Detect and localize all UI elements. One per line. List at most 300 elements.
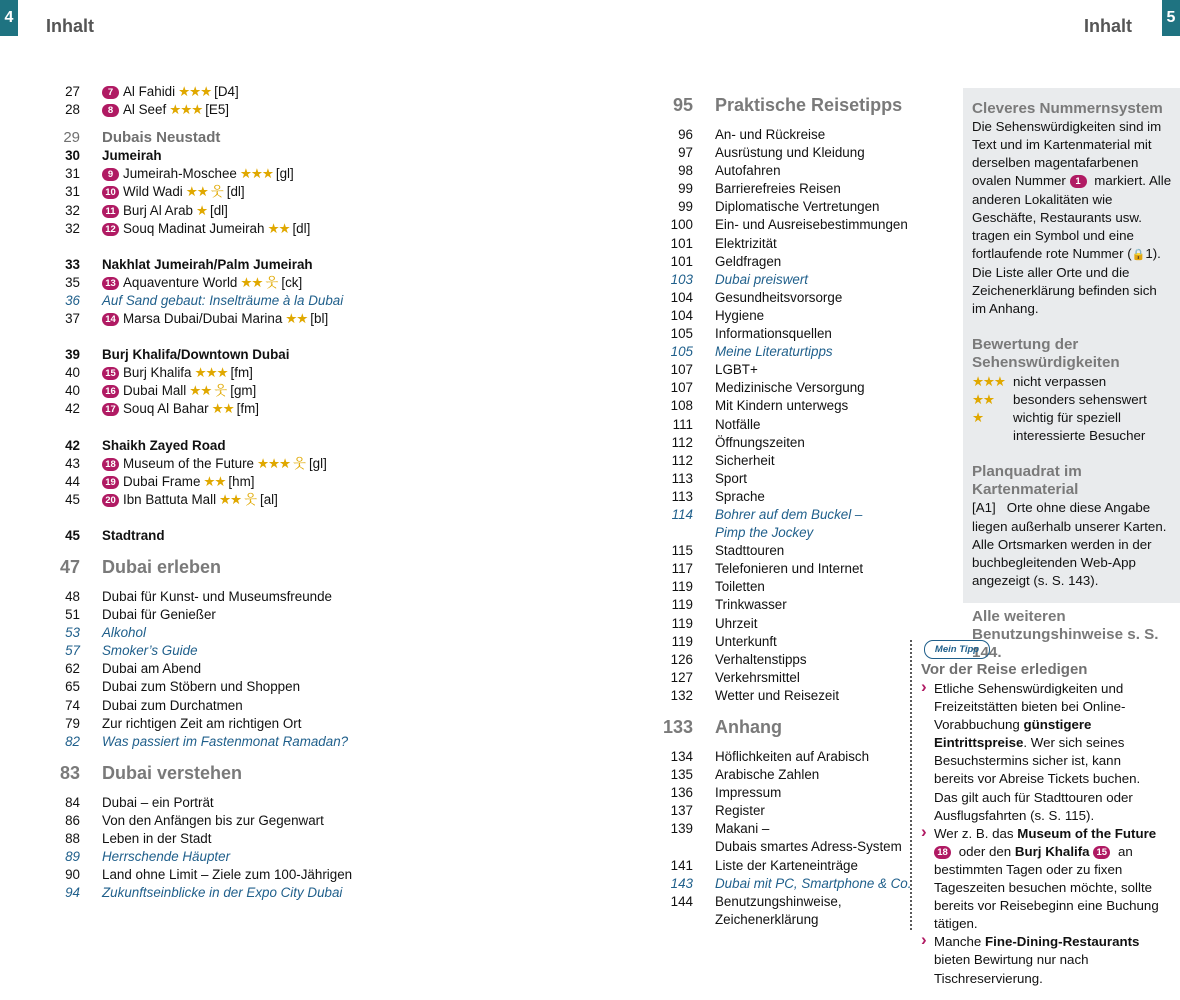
toc-entry bbox=[40, 812, 560, 830]
page-number: 134 bbox=[670, 749, 693, 764]
map-grid-ref: [dl] bbox=[226, 184, 245, 200]
page-number: 86 bbox=[65, 812, 80, 828]
toc-entry bbox=[40, 101, 560, 119]
entry-title: Stadttouren bbox=[715, 543, 785, 559]
entry-title: Dubai am Abend bbox=[102, 661, 202, 677]
toc-entry bbox=[653, 542, 953, 560]
entry-title: Von den Anfängen bis zur Gegenwart bbox=[102, 812, 324, 828]
page-number: 98 bbox=[678, 163, 693, 179]
entry-title: Ibn Battuta Mall bbox=[123, 491, 217, 507]
entry-title: Dubais smartes Adress-System bbox=[715, 839, 902, 855]
page-number: 101 bbox=[670, 235, 693, 251]
toc-entry bbox=[40, 400, 560, 418]
page-number: 45 bbox=[65, 491, 80, 507]
toc-entry bbox=[653, 307, 953, 325]
entry-title: Dubai preiswert bbox=[715, 271, 809, 287]
toc-entry bbox=[40, 830, 560, 848]
page-number: 133 bbox=[662, 717, 693, 737]
number-badge: 15 bbox=[1093, 846, 1110, 859]
toc-entry bbox=[40, 274, 560, 292]
entry-title: Souq Madinat Jumeirah bbox=[123, 220, 265, 236]
star-rating-icon: ★★ bbox=[219, 491, 242, 507]
toc-entry bbox=[653, 633, 953, 651]
number-badge: 12 bbox=[102, 223, 119, 236]
toc-entry bbox=[40, 256, 560, 274]
entry-title: Jumeirah-Moschee bbox=[123, 166, 237, 182]
star-rating-icon: ★★★ bbox=[972, 373, 1005, 389]
entry-title: Souq Al Bahar bbox=[123, 401, 209, 417]
page-number: 132 bbox=[670, 687, 693, 703]
entry-title: Museum of the Future bbox=[123, 455, 254, 471]
toc-entry bbox=[40, 202, 560, 220]
page-number: 119 bbox=[671, 597, 693, 613]
toc-entry bbox=[40, 310, 560, 328]
page-number: 94 bbox=[65, 885, 80, 901]
page-number: 100 bbox=[670, 217, 693, 233]
page-number-right: 5 bbox=[1162, 0, 1180, 36]
toc-entry bbox=[653, 875, 953, 893]
map-grid-ref: [gl] bbox=[275, 166, 294, 182]
toc-entry bbox=[40, 183, 560, 201]
entry-title: Medizinische Versorgung bbox=[715, 380, 865, 396]
page-number: 115 bbox=[671, 543, 693, 559]
page-number: 42 bbox=[65, 437, 80, 453]
page-number: 139 bbox=[670, 821, 693, 837]
entry-title: Dubai Mall bbox=[123, 383, 187, 399]
star-rating-icon: ★★ bbox=[972, 391, 994, 407]
toc-entry bbox=[653, 271, 953, 289]
entry-title: Burj Khalifa/Downtown Dubai bbox=[102, 347, 290, 363]
toc-entry bbox=[40, 733, 560, 751]
entry-title: Makani – bbox=[715, 821, 770, 837]
page-number: 127 bbox=[670, 669, 693, 685]
spacer bbox=[40, 328, 560, 346]
page-number: 39 bbox=[65, 347, 80, 363]
page-number: 40 bbox=[65, 383, 80, 399]
tip-item: › Wer z. B. das Museum of the Future 18 oder den Burj Khalifa 15 an bestimmten Tagen oder zu fixen Tageszeiten besuchen möchte, sollte bereits vor Reisebeginn eine Buchung tätigen. bbox=[921, 825, 1161, 934]
number-badge: 15 bbox=[102, 367, 119, 380]
star-rating-icon: ★★ bbox=[240, 274, 263, 290]
toc-section-heading bbox=[653, 94, 953, 116]
number-badge: 17 bbox=[102, 403, 119, 416]
page-number: 105 bbox=[670, 344, 693, 360]
toc-entry bbox=[40, 147, 560, 165]
entry-title: Unterkunft bbox=[715, 633, 777, 649]
entry-title: Sprache bbox=[715, 488, 765, 504]
toc-entry bbox=[40, 624, 560, 642]
page-number: 101 bbox=[670, 253, 693, 269]
child-friendly-icon: 웃 bbox=[293, 455, 306, 471]
toc-column-left bbox=[40, 83, 560, 902]
page-number: 45 bbox=[65, 527, 80, 543]
page-number: 89 bbox=[65, 849, 80, 865]
toc-column-middle bbox=[653, 83, 953, 929]
entry-title: Dubai Frame bbox=[123, 473, 201, 489]
entry-title: Autofahren bbox=[715, 163, 781, 179]
entry-title: Impressum bbox=[715, 785, 782, 801]
number-badge: 18 bbox=[102, 458, 119, 471]
page-number: 62 bbox=[65, 661, 80, 677]
page-number: 136 bbox=[670, 785, 693, 801]
entry-title: Burj Al Arab bbox=[123, 202, 193, 218]
toc-entry bbox=[40, 697, 560, 715]
entry-title: Wetter und Reisezeit bbox=[715, 687, 840, 703]
page-number: 108 bbox=[670, 398, 693, 414]
toc-entry bbox=[653, 470, 953, 488]
rating-row bbox=[972, 409, 1172, 445]
entry-title: Smoker’s Guide bbox=[102, 643, 198, 659]
entry-title: Liste der Karteneinträge bbox=[715, 857, 858, 873]
toc-entry bbox=[40, 382, 560, 400]
page-number: 32 bbox=[65, 202, 80, 218]
toc-entry bbox=[40, 364, 560, 382]
map-grid-ref: [gl] bbox=[308, 455, 327, 471]
toc-entry bbox=[653, 488, 953, 506]
page-number: 88 bbox=[65, 831, 80, 846]
toc-entry bbox=[653, 911, 953, 929]
toc-entry bbox=[40, 606, 560, 624]
toc-entry bbox=[653, 560, 953, 578]
page-number: 42 bbox=[65, 401, 80, 417]
entry-title: Dubai zum Stöbern und Shoppen bbox=[102, 679, 301, 695]
toc-entry bbox=[653, 216, 953, 234]
star-rating-icon: ★★★ bbox=[239, 166, 273, 182]
page-number: 126 bbox=[670, 651, 693, 667]
page-number: 105 bbox=[670, 326, 693, 342]
toc-entry bbox=[653, 578, 953, 596]
number-badge: 13 bbox=[102, 277, 119, 290]
page-number: 90 bbox=[65, 867, 80, 883]
page-number: 97 bbox=[678, 145, 693, 161]
entry-title: Land ohne Limit – Ziele zum 100-Jährigen bbox=[102, 867, 353, 883]
toc-entry bbox=[653, 596, 953, 614]
entry-title: Shaikh Zayed Road bbox=[102, 437, 226, 453]
tip-box bbox=[910, 640, 1159, 986]
rating-label: besonders sehenswert bbox=[1013, 391, 1147, 407]
entry-title: Dubai erleben bbox=[102, 556, 222, 577]
toc-entry bbox=[653, 379, 953, 397]
entry-title: An- und Rückreise bbox=[715, 127, 826, 142]
page-number: 35 bbox=[65, 274, 80, 290]
map-grid-ref: [fm] bbox=[236, 401, 259, 417]
number-badge: 10 bbox=[102, 186, 119, 199]
page-number: 104 bbox=[670, 307, 693, 323]
entry-title: Alkohol bbox=[102, 625, 146, 641]
toc-entry bbox=[653, 802, 953, 820]
entry-title: Wild Wadi bbox=[123, 184, 183, 200]
number-badge: 7 bbox=[102, 86, 119, 99]
toc-entry bbox=[653, 766, 953, 784]
map-grid-ref: [ck] bbox=[281, 274, 303, 290]
star-rating-icon: ★★ bbox=[211, 401, 234, 417]
page-number: 112 bbox=[671, 434, 693, 450]
rating-label: nicht verpassen bbox=[1013, 373, 1107, 389]
page-number: 104 bbox=[670, 289, 693, 305]
map-grid-ref: [dl] bbox=[209, 202, 228, 218]
toc-entry bbox=[40, 794, 560, 812]
legend-more-hints: Alle weiteren Benutzungshinweise s. S. 144. bbox=[972, 607, 1159, 662]
child-friendly-icon: 웃 bbox=[244, 491, 257, 507]
entry-title: Gesundheitsvorsorge bbox=[715, 289, 843, 305]
entry-title: Verhaltenstipps bbox=[715, 651, 807, 667]
toc-entry bbox=[653, 452, 953, 470]
toc-entry bbox=[653, 289, 953, 307]
toc-entry bbox=[653, 434, 953, 452]
toc-entry bbox=[653, 687, 953, 705]
page-number: 33 bbox=[65, 256, 80, 272]
page-number: 119 bbox=[671, 633, 693, 649]
page-number: 31 bbox=[65, 184, 80, 200]
toc-entry bbox=[653, 180, 953, 198]
number-badge: 9 bbox=[102, 168, 119, 181]
page-number: 107 bbox=[670, 380, 693, 396]
entry-title: Bohrer auf dem Buckel – bbox=[715, 506, 863, 522]
page-number bbox=[653, 911, 715, 929]
legend-text-numbering: Die Sehenswürdigkeiten sind im Text und im Kartenmaterial mit derselben magentafarbenen ovalen Nummer 1 markiert. Alle anderen Lokalitäten wie Geschäfte, Restaurants usw. tragen ein Symbol und eine fortlaufende rote Nummer (🔒1). Die Liste aller Orte und die Zeichenerklärung befinden sich im Anhang. bbox=[972, 119, 1172, 317]
toc-entry bbox=[40, 866, 560, 884]
page-number: 103 bbox=[670, 271, 693, 287]
number-badge: 19 bbox=[102, 476, 119, 489]
page-number: 40 bbox=[65, 365, 80, 381]
entry-title: Hygiene bbox=[715, 307, 765, 323]
toc-entry bbox=[40, 83, 560, 101]
toc-entry bbox=[40, 660, 560, 678]
star-rating-icon: ★★ bbox=[203, 473, 226, 489]
toc-entry bbox=[40, 848, 560, 866]
map-grid-ref: [bl] bbox=[310, 311, 329, 327]
toc-entry bbox=[653, 235, 953, 253]
entry-title: Dubai mit PC, Smartphone & Co. bbox=[715, 875, 912, 891]
number-badge: 11 bbox=[102, 205, 119, 218]
number-badge: 1 bbox=[1070, 175, 1087, 188]
toc-entry bbox=[653, 144, 953, 162]
map-grid-ref: [dl] bbox=[292, 220, 311, 236]
star-rating-icon: ★★ bbox=[185, 184, 208, 200]
page-number: 114 bbox=[671, 506, 693, 522]
entry-title: Was passiert im Fastenmonat Ramadan? bbox=[102, 733, 349, 749]
page-number: 84 bbox=[65, 794, 80, 810]
toc-entry bbox=[40, 473, 560, 491]
toc-entry bbox=[653, 838, 953, 856]
toc-entry bbox=[40, 292, 560, 310]
toc-entry bbox=[653, 162, 953, 180]
entry-title: Arabische Zahlen bbox=[715, 767, 820, 783]
legend-text-grid: [A1] Orte ohne diese Angabe liegen außerhalb unserer Karten. Alle Ortsmarken werden in der buchbegleitenden Web-App angezeigt (s. S. 143). bbox=[972, 500, 1167, 588]
entry-title: Elektrizität bbox=[715, 235, 777, 251]
star-rating-icon: ★★ bbox=[285, 311, 308, 327]
star-rating-icon: ★★★ bbox=[178, 84, 212, 99]
legend-heading-grid: Planquadrat im Kartenmaterial bbox=[972, 463, 1082, 499]
entry-title: Sicherheit bbox=[715, 452, 775, 468]
entry-title: Mit Kindern unterwegs bbox=[715, 398, 849, 414]
entry-title: Zukunftseinblicke in der Expo City Dubai bbox=[102, 885, 343, 901]
entry-title: Diplomatische Vertretungen bbox=[715, 199, 880, 215]
child-friendly-icon: 웃 bbox=[265, 274, 279, 290]
mein-tipp-logo: Mein Tipp bbox=[924, 640, 990, 659]
page-number: 36 bbox=[65, 292, 80, 308]
entry-title: Marsa Dubai/Dubai Marina bbox=[123, 311, 283, 327]
toc-entry bbox=[40, 527, 560, 545]
star-rating-icon: ★★★ bbox=[194, 365, 228, 381]
toc-entry bbox=[40, 884, 560, 902]
legend-box bbox=[963, 88, 1180, 662]
page-number: 107 bbox=[670, 362, 693, 378]
toc-entry bbox=[653, 748, 953, 766]
toc-entry bbox=[40, 715, 560, 733]
page-number: 28 bbox=[65, 102, 80, 118]
toc-entry bbox=[653, 651, 953, 669]
entry-title: Barrierefreies Reisen bbox=[715, 181, 841, 197]
entry-title: Notfälle bbox=[715, 416, 761, 432]
page-number: 99 bbox=[678, 181, 693, 197]
toc-entry bbox=[653, 343, 953, 361]
page-header-left: Inhalt bbox=[46, 16, 94, 36]
child-friendly-icon: 웃 bbox=[210, 184, 224, 200]
page-number: 99 bbox=[678, 199, 693, 215]
star-rating-icon: ★ bbox=[972, 409, 983, 425]
page-number: 57 bbox=[65, 643, 80, 659]
entry-title: Öffnungszeiten bbox=[715, 434, 805, 450]
page-number: 65 bbox=[65, 679, 80, 695]
rating-row bbox=[972, 373, 1172, 391]
page-number: 32 bbox=[65, 220, 80, 236]
entry-title: Nakhlat Jumeirah/Palm Jumeirah bbox=[102, 256, 313, 272]
entry-title: Toiletten bbox=[715, 579, 765, 595]
toc-entry bbox=[653, 615, 953, 633]
toc-entry bbox=[653, 524, 953, 542]
entry-title: Dubai für Kunst- und Museumsfreunde bbox=[102, 588, 332, 604]
page-number: 29 bbox=[63, 129, 80, 147]
entry-title: Dubai – ein Porträt bbox=[102, 794, 214, 810]
page-number: 79 bbox=[65, 715, 80, 731]
page-number: 137 bbox=[670, 803, 693, 819]
toc-entry bbox=[653, 506, 953, 524]
entry-title: Verkehrsmittel bbox=[715, 669, 800, 685]
toc-entry bbox=[653, 893, 953, 911]
tip-item: › Etliche Sehenswürdigkeiten und Freizeitstätten bieten bei Online-Vorabbuchung günstigere Eintrittspreise. Wer sich seines Besuchstermins sicher ist, kann bereits vor Abreise Tickets buchen. Das gilt auch für Stadttouren oder Ausflugsfahrten (s. S. 115). bbox=[921, 680, 1161, 825]
spacer bbox=[40, 419, 560, 437]
toc-entry bbox=[653, 126, 953, 144]
toc-entry bbox=[40, 346, 560, 364]
page-number: 37 bbox=[65, 311, 80, 327]
page-number: 82 bbox=[65, 733, 80, 749]
page-number: 51 bbox=[65, 607, 80, 623]
entry-title: Herrschende Häupter bbox=[102, 849, 231, 865]
rating-label: wichtig für speziell interessierte Besucher bbox=[1013, 409, 1146, 443]
star-rating-icon: ★★★ bbox=[169, 102, 203, 118]
entry-title: Höflichkeiten auf Arabisch bbox=[715, 749, 870, 764]
entry-title: Burj Khalifa bbox=[123, 365, 192, 381]
entry-title: Benutzungshinweise, bbox=[715, 893, 842, 909]
page-number: 31 bbox=[65, 166, 80, 182]
page-number bbox=[653, 838, 715, 856]
entry-title: Register bbox=[715, 803, 765, 819]
entry-title: Meine Literaturtipps bbox=[715, 344, 833, 360]
page-number: 119 bbox=[671, 579, 693, 595]
map-grid-ref: [al] bbox=[260, 491, 278, 507]
star-rating-icon: ★★ bbox=[267, 220, 290, 236]
page-number: 47 bbox=[59, 556, 80, 577]
page-number-left: 4 bbox=[0, 0, 18, 36]
spacer bbox=[40, 238, 560, 256]
page-number: 83 bbox=[59, 762, 80, 783]
toc-entry bbox=[653, 669, 953, 687]
entry-title: Geldfragen bbox=[715, 253, 782, 269]
toc-entry bbox=[653, 361, 953, 379]
toc-entry bbox=[40, 220, 560, 238]
page-number: 119 bbox=[671, 615, 693, 631]
entry-title: Leben in der Stadt bbox=[102, 831, 212, 846]
entry-title: Ein- und Ausreisebestimmungen bbox=[715, 217, 908, 233]
number-badge: 18 bbox=[934, 846, 951, 859]
toc-entry bbox=[40, 678, 560, 696]
page-number: 113 bbox=[671, 470, 693, 486]
entry-title: Dubais Neustadt bbox=[102, 129, 221, 147]
page-number: 95 bbox=[672, 95, 693, 115]
star-rating-icon: ★★★ bbox=[257, 455, 291, 471]
map-grid-ref: [gm] bbox=[230, 383, 257, 399]
page-number: 30 bbox=[65, 148, 80, 164]
entry-title: Zur richtigen Zeit am richtigen Ort bbox=[102, 715, 302, 731]
toc-section-heading bbox=[40, 762, 560, 784]
toc-entry bbox=[40, 455, 560, 473]
number-badge: 16 bbox=[102, 385, 119, 398]
entry-title: Auf Sand gebaut: Inselträume à la Dubai bbox=[102, 292, 344, 308]
lock-icon: 🔒 bbox=[1131, 248, 1146, 261]
toc-section-heading bbox=[40, 556, 560, 578]
toc-entry bbox=[40, 588, 560, 606]
entry-title: Jumeirah bbox=[102, 148, 162, 164]
legend-heading-numbering: Cleveres Nummernsystem bbox=[972, 100, 1163, 117]
number-badge: 14 bbox=[102, 313, 119, 326]
map-grid-ref: [fm] bbox=[230, 365, 253, 381]
toc-subheading bbox=[40, 129, 560, 147]
page-number: 27 bbox=[65, 84, 80, 99]
page-number: 141 bbox=[670, 857, 693, 873]
entry-title: Pimp the Jockey bbox=[715, 525, 814, 541]
entry-title: Dubai verstehen bbox=[102, 762, 243, 783]
tip-title: Vor der Reise erledigen bbox=[921, 661, 1088, 678]
entry-title: Zeichenerklärung bbox=[715, 911, 819, 927]
toc-entry bbox=[653, 857, 953, 875]
map-grid-ref: [D4] bbox=[214, 84, 239, 99]
child-friendly-icon: 웃 bbox=[214, 383, 228, 399]
toc-entry bbox=[40, 642, 560, 660]
toc-entry bbox=[40, 437, 560, 455]
page-number: 112 bbox=[671, 452, 693, 468]
map-grid-ref: [hm] bbox=[228, 473, 255, 489]
toc-entry bbox=[653, 820, 953, 838]
toc-section-heading bbox=[653, 716, 953, 738]
toc-entry bbox=[653, 253, 953, 271]
spacer bbox=[40, 509, 560, 527]
number-badge: 20 bbox=[102, 494, 119, 507]
star-rating-icon: ★★ bbox=[189, 383, 212, 399]
rating-row bbox=[972, 391, 1172, 409]
star-rating-icon: ★ bbox=[195, 202, 207, 218]
page-number: 48 bbox=[65, 588, 80, 604]
entry-title: Trinkwasser bbox=[715, 597, 787, 613]
toc-entry bbox=[40, 491, 560, 509]
entry-title: Ausrüstung und Kleidung bbox=[715, 145, 865, 161]
toc-entry bbox=[653, 325, 953, 343]
page-number: 144 bbox=[670, 893, 693, 909]
entry-title: Aquaventure World bbox=[123, 274, 238, 290]
tip-list bbox=[921, 680, 1161, 988]
page-number bbox=[653, 524, 715, 542]
entry-title: Anhang bbox=[715, 717, 782, 737]
toc-entry bbox=[653, 397, 953, 415]
